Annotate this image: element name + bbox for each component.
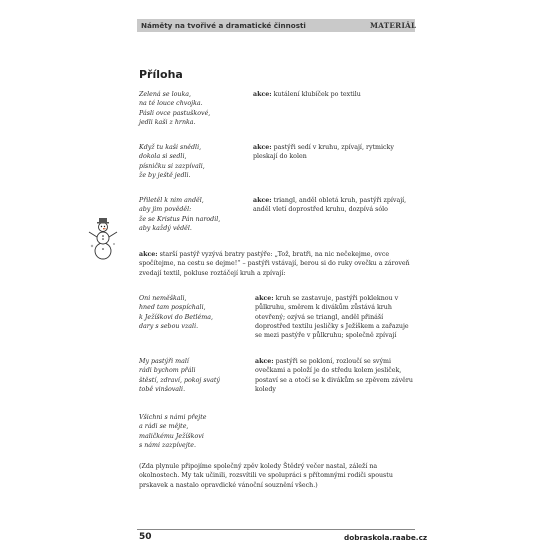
note-label: akce:: [253, 91, 272, 98]
snowman-icon: [86, 216, 120, 260]
poem-line: štěstí, zdraví, pokoj svatý: [139, 376, 220, 384]
poem-stanza-3: [139, 196, 264, 233]
poem-line: dary s sebou vzali.: [139, 322, 199, 330]
poem-line: Oni neměškali,: [139, 295, 187, 302]
poem-line: Zelená se louka,: [139, 91, 192, 98]
note-label: akce:: [253, 197, 272, 204]
stage-note-4: [255, 294, 415, 340]
poem-line: dokola si sedli,: [139, 153, 187, 161]
poem-line: a rádi se mějte,: [139, 423, 189, 431]
poem-line: s námi zazpívejte.: [139, 441, 196, 449]
poem-line: jedli kaši z hrnka.: [139, 118, 196, 126]
header-section-title: Náměty na tvořivé a dramatické činnosti: [141, 21, 306, 30]
paragraph-text: starší pastýř vyzývá bratry pastýře: „Tož, bratři, na nic nečekejme, ovce spočítejme, na cestu se dejme!“ – pastýři vstávají, berou si do ruky ovečku a zároveň zvedají textil, pokluse roztáčejí kruh a zpívají:: [139, 251, 410, 277]
poem-stanza-6: [139, 413, 264, 450]
poem-line: že se Kristus Pán narodil,: [139, 215, 221, 223]
note-label: akce:: [255, 295, 274, 302]
footer-divider: [137, 529, 415, 530]
note-label: akce:: [139, 251, 158, 258]
stage-direction-paragraph: [139, 250, 415, 278]
poem-line: že by ještě jedli.: [139, 171, 191, 179]
poem-line: aby každý věděl.: [139, 224, 192, 232]
note-text: kutálení klubíček po textilu: [271, 91, 361, 98]
poem-line: Přiletěl k nim anděl,: [139, 197, 204, 204]
stage-note-1: [253, 90, 413, 99]
poem-stanza-1: [139, 90, 264, 127]
footer-website-link[interactable]: dobraskola.raabe.cz: [344, 533, 428, 542]
page-title: Příloha: [139, 68, 183, 81]
poem-line: Všichni s námi přejte: [139, 414, 207, 421]
poem-line: rádi bychom přáli: [139, 367, 196, 375]
stage-note-3: [253, 196, 415, 215]
note-text: kruh se zastavuje, pastýři pokleknou v půlkruhu, směrem k divákům zůstává kruh otevřený; ozývá se triangl, anděl přináší doprostřed textilu jesličky s Ježíškem a zařazuje se mezi pastýře v půlkruhu; společně zpívají: [255, 295, 409, 340]
poem-line: tobě vinšovali.: [139, 385, 186, 393]
note-text: pastýři sedí v kruhu, zpívají, rytmicky pleskají do kolen: [253, 144, 394, 161]
poem-line: maličkému Ježíškovi: [139, 432, 204, 440]
note-text: pastýři se pokloní, rozloučí se svými ovečkami a položí je do středu kolem jesliček, postaví se a otočí se k divákům se zpěvem závěru koledy: [255, 358, 413, 393]
note-label: akce:: [253, 144, 272, 151]
header-category: MATERIÁL: [370, 21, 417, 30]
poem-line: k Ježíškovi do Betléma,: [139, 313, 213, 321]
poem-stanza-2: [139, 143, 264, 180]
stage-note-5: [255, 357, 415, 394]
page-number: 50: [139, 532, 152, 542]
note-text: triangl, anděl obletá kruh, pastýři zpívají, anděl vletí doprostřed kruhu, dozpívá sólo: [253, 197, 407, 214]
stage-note-2: [253, 143, 413, 162]
poem-line: Když tu kaši snědli,: [139, 144, 202, 151]
poem-stanza-4: [139, 294, 264, 331]
closing-paragraph: (Zda plynule připojíme společný zpěv koledy Štědrý večer nastal, záleží na okolnostech. My tak učinili, rozsvítili ve spolupráci s přítomnými rodiči spoustu prskavek a nastalo opravdické vánoční souznění všech.): [139, 463, 393, 489]
note-label: akce:: [255, 358, 274, 365]
poem-stanza-5: [139, 357, 264, 394]
poem-line: písničku si zazpívali,: [139, 162, 205, 170]
poem-line: Pásli ovce pastuškové,: [139, 109, 211, 117]
poem-line: hned tam pospíchali,: [139, 304, 206, 312]
poem-line: My pastýři malí: [139, 358, 189, 365]
poem-line: na té louce chvojka.: [139, 100, 203, 108]
poem-line: aby jim pověděl:: [139, 206, 192, 214]
